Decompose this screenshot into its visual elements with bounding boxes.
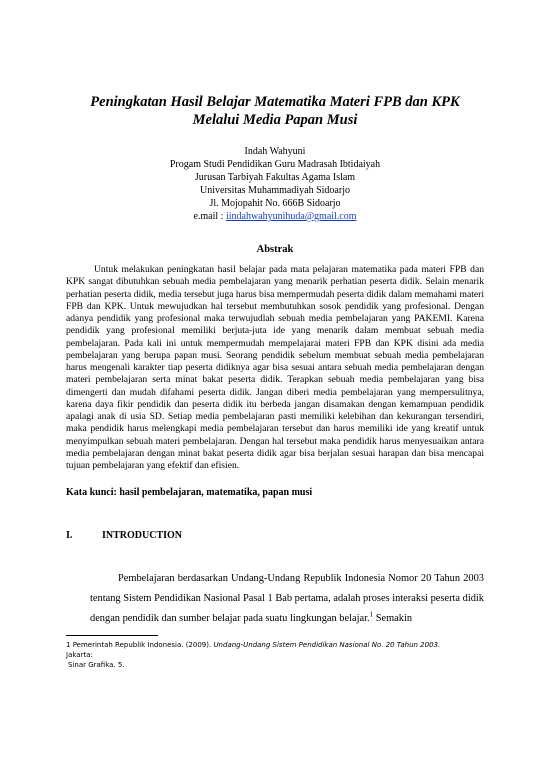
- section-number: I.: [66, 530, 73, 541]
- author-block: [60, 145, 490, 223]
- footnote-number: 1: [66, 641, 71, 649]
- email-link[interactable]: iindahwahyunihuda@gmail.com: [225, 211, 357, 222]
- title-line-1: Peningkatan Hasil Belajar Matematika Materi FPB dan KPK: [90, 94, 460, 110]
- footnote-line-3: Sinar Grafika. 5.: [68, 661, 125, 669]
- footnote-reference[interactable]: 1: [369, 610, 374, 619]
- footnote-divider: [66, 635, 158, 636]
- footnote-title: Undang-Undang Sistem Pendidikan Nasional No. 20 Tahun 2003.: [213, 641, 441, 649]
- introduction-text: Pembelajaran berdasarkan Undang-Undang Republik Indonesia Nomor 20 Tahun 2003 tentang Sistem Pendidikan Nasional Pasal 1 Bab pertama, adalah proses interaksi peserta didik dengan pendidik dan sumber belajar pada suatu lingkungan belajar.: [90, 573, 484, 624]
- section-heading-introduction: [66, 530, 182, 541]
- affiliation-university: Universitas Muhammadiyah Sidoarjo: [200, 185, 350, 196]
- email-label: e.mail :: [193, 211, 226, 222]
- abstract-body: Untuk melakukan peningkatan hasil belajar pada mata pelajaran matematika pada materi FPB dan KPK sangat dibutuhkan sebuah media pembelajaran yang menarik perhatian peserta didik. Selain menarik perhatian peserta didik, media tersebut juga harus bisa mempermudah peserta didik dalam memahami materi FPB dan KPK. Untuk mewujudkan hal tersebut membutuhkan sosok pendidik yang profesional. Dengan adanya pendidik yang profesional maka terwujudlah sebuah media pembelajaran yang PAKEMI. Karena pendidik yang profesional memiliki berjuta-juta ide yang menarik dalam membuat sebuah media pembelajaran. Pada kali ini untuk mempermudah mempelajarai materi FPB dan KPK disini ada media pembelajaran yang berupa papan musi. Seorang pendidik sebelum membuat sebuah media pembelajaran harus mengenali karakter tiap peserta didiknya agar bisa sesuai antara sebuah media pembelajaran dengan materi pembelajaran serta minat bakat peserta didik. Terapkan sebuah media pembelajaran yang bisa dimengerti dan mudah difahami peserta didik. Jangan diberi media pembelajaran yang mempersulitnya, karena daya fikir pendidik dan peserta didik itu berbeda jangan disamakan dengan kemampuan pendidik apalagi anak di usia SD. Setiap media pembelajaran pasti memiliki kelebihan dan kekurangan tersendiri, maka pendidik harus melengkapi media pembelajaran tersebut dan harus memiliki ide yang kreatif untuk menyimpulkan sebuah materi pembelajaran. Dengan hal tersebut maka pendidik harus menyesuaikan antara media pembelajaran dengan minat bakat peserta didik agar bisa berjalan sesuai harapan dan bisa mencapai tujuan pembelajaran yang efektif dan efisien.: [66, 264, 484, 471]
- footnote-text: Pemerintah Republik Indonesia. (2009).: [70, 641, 214, 649]
- affiliation-program: Progam Studi Pendidikan Guru Madrasah Ibtidaiyah: [169, 159, 381, 170]
- introduction-paragraph: [90, 569, 484, 629]
- introduction-text-continued: Semakin: [373, 613, 413, 624]
- abstract-heading: Abstrak: [256, 244, 294, 255]
- email-line: [60, 210, 490, 223]
- paper-title: [60, 93, 490, 129]
- author-name: Indah Wahyuni: [244, 146, 306, 157]
- footnote-line-2: Jakarta:: [66, 651, 93, 659]
- section-title: INTRODUCTION: [102, 530, 183, 541]
- affiliation-department: Jurusan Tarbiyah Fakultas Agama Islam: [194, 172, 356, 183]
- footnote: [66, 640, 486, 670]
- keywords: Kata kunci: hasil pembelajaran, matematika, papan musi: [66, 487, 313, 498]
- title-line-2: Melalui Media Papan Musi: [192, 112, 358, 128]
- footnote-line-1: [66, 640, 486, 650]
- affiliation-address: Jl. Mojopahit No. 666B Sidoarjo: [209, 198, 341, 209]
